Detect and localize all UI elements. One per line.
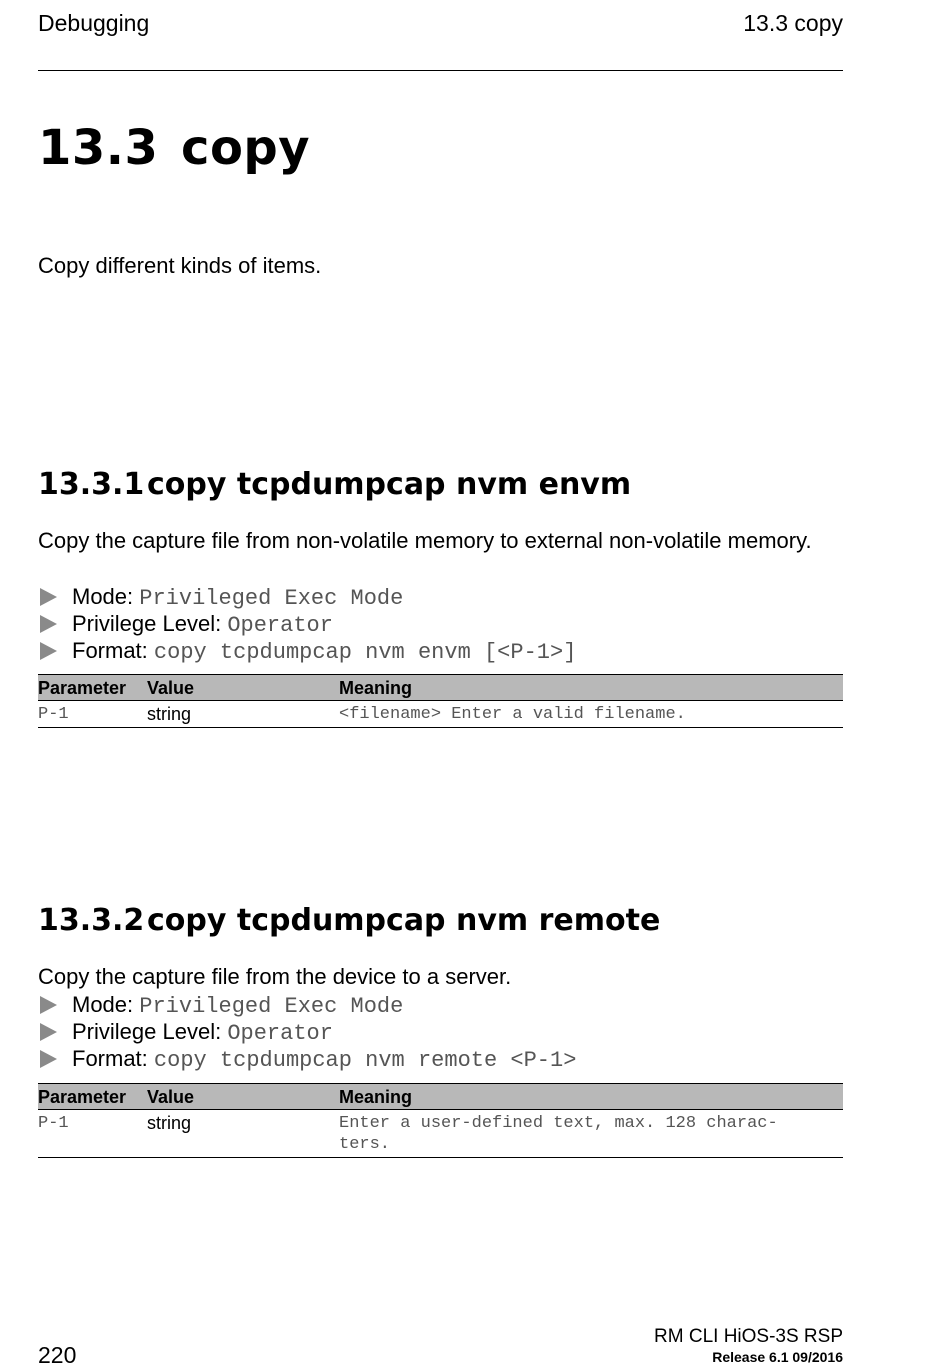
page-number: 220 <box>38 1342 77 1368</box>
section-description-1: Copy the capture file from non-volatile memory to external non-volatile memory. <box>38 528 812 553</box>
privilege-item <box>38 610 576 637</box>
mode-item <box>38 991 576 1018</box>
bullet-triangle-icon <box>40 996 57 1014</box>
section-name: copy tcpdumpcap nvm envm <box>147 467 632 502</box>
header-rule <box>38 70 843 71</box>
footer-release: Release 6.1 09/2016 <box>712 1349 843 1365</box>
cell-meaning: Enter a user-defined text, max. 128 charac- ters. <box>339 1110 843 1158</box>
section-description-2: Copy the capture file from the device to a server. <box>38 964 512 989</box>
format-item <box>38 1045 576 1072</box>
section-properties-2 <box>38 991 576 1072</box>
column-header-parameter: Parameter <box>38 675 147 701</box>
mode-value: Privileged Exec Mode <box>139 994 404 1019</box>
mode-value: Privileged Exec Mode <box>139 586 404 611</box>
section-title-1 <box>38 467 631 502</box>
bullet-triangle-icon <box>40 1023 57 1041</box>
column-header-value: Value <box>147 1084 339 1110</box>
chapter-intro: Copy different kinds of items. <box>38 253 322 278</box>
privilege-item <box>38 1018 576 1045</box>
column-header-value: Value <box>147 675 339 701</box>
cell-value: string <box>147 701 339 728</box>
chapter-number: 13.3 <box>38 120 159 176</box>
bullet-triangle-icon <box>40 642 57 660</box>
format-item <box>38 637 576 664</box>
column-header-meaning: Meaning <box>339 1084 843 1110</box>
cell-value: string <box>147 1110 339 1158</box>
section-title-2 <box>38 903 660 938</box>
cell-meaning: <filename> Enter a valid filename. <box>339 701 843 728</box>
table-row <box>38 1110 843 1158</box>
format-value: copy tcpdumpcap nvm remote <P-1> <box>153 1048 577 1073</box>
running-header-right: 13.3 copy <box>743 10 843 36</box>
format-label: Format: <box>72 1046 148 1071</box>
table-row <box>38 701 843 728</box>
bullet-triangle-icon <box>40 615 57 633</box>
table-header-row <box>38 1084 843 1110</box>
mode-label: Mode: <box>72 992 134 1017</box>
chapter-title <box>38 120 310 176</box>
bullet-triangle-icon <box>40 588 57 606</box>
section-name: copy tcpdumpcap nvm remote <box>147 903 661 938</box>
parameter-table-1 <box>38 674 843 728</box>
section-number: 13.3.2 <box>38 903 145 938</box>
running-header-left: Debugging <box>38 10 150 36</box>
cell-parameter: P-1 <box>38 701 147 728</box>
column-header-meaning: Meaning <box>339 675 843 701</box>
privilege-label: Privilege Level: <box>72 611 222 636</box>
column-header-parameter: Parameter <box>38 1084 147 1110</box>
format-value: copy tcpdumpcap nvm envm [<P-1>] <box>153 640 577 665</box>
format-label: Format: <box>72 638 148 663</box>
footer-document-title: RM CLI HiOS-3S RSP <box>654 1326 843 1347</box>
privilege-value: Operator <box>227 1021 333 1046</box>
table-header-row <box>38 675 843 701</box>
mode-item <box>38 583 576 610</box>
section-number: 13.3.1 <box>38 467 145 502</box>
section-properties-1 <box>38 583 576 664</box>
parameter-table-2 <box>38 1083 843 1158</box>
bullet-triangle-icon <box>40 1050 57 1068</box>
privilege-value: Operator <box>227 613 333 638</box>
privilege-label: Privilege Level: <box>72 1019 222 1044</box>
cell-parameter: P-1 <box>38 1110 147 1158</box>
chapter-name: copy <box>181 120 311 176</box>
mode-label: Mode: <box>72 584 134 609</box>
